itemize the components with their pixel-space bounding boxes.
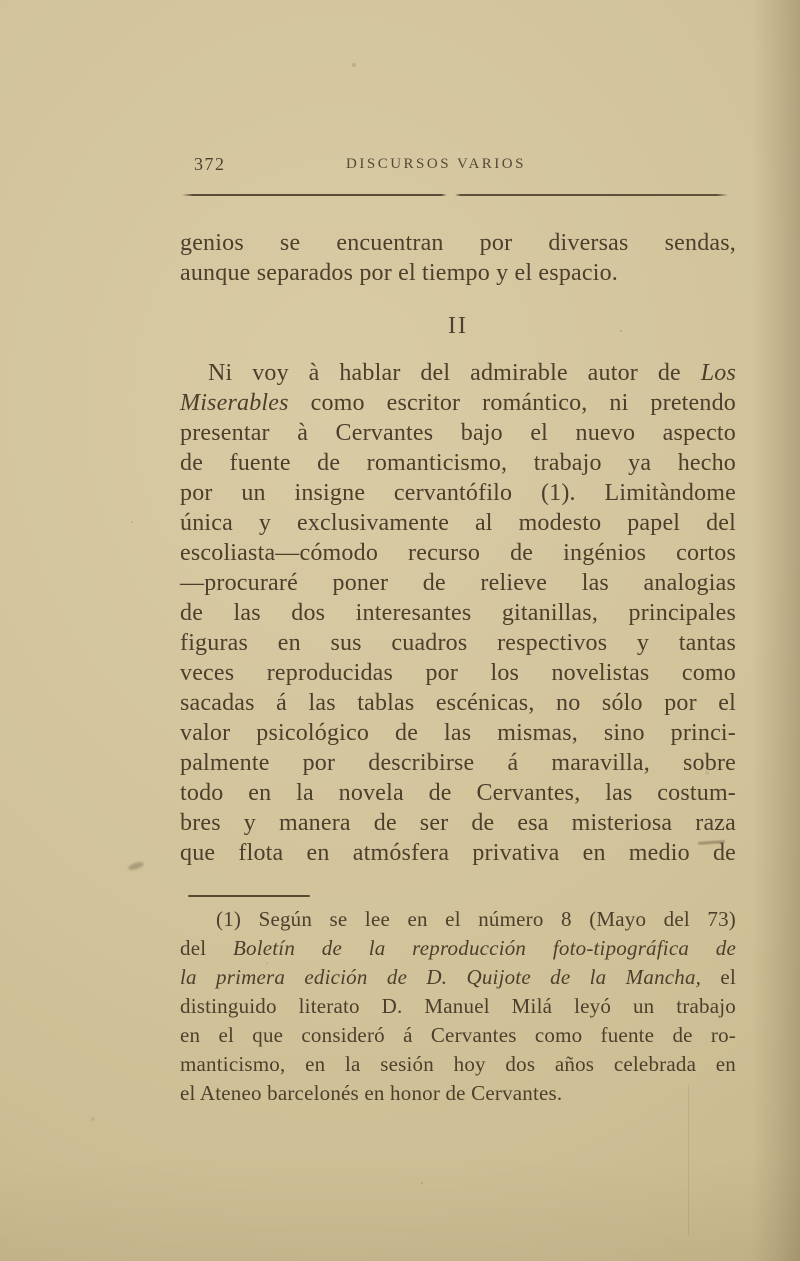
text-line: manticismo, en la sesión hoy dos años celebrada en (180, 1052, 736, 1076)
text-line: que flota en atmósfera privativa en medio de (180, 840, 736, 866)
text-line: valor psicológico de las mismas, sino princi- (180, 720, 736, 746)
text-line: bres y manera de ser de esa misteriosa raza (180, 810, 736, 836)
text-line: por un insigne cervantófilo (1). Limitàndome (180, 480, 736, 506)
text-line: aunque separados por el tiempo y el espacio. (180, 260, 618, 286)
margin-smudge-mark (127, 861, 144, 872)
text-line: veces reproducidas por los novelistas como (180, 660, 736, 686)
paper-crease (688, 1085, 689, 1235)
text-block (180, 228, 736, 1108)
text-line: todo en la novela de Cervantes, las costum- (180, 780, 736, 806)
paper-specks (0, 0, 2, 2)
text-line: genios se encuentran por diversas sendas, (180, 230, 736, 256)
running-header-title: DISCURSOS VARIOS (346, 156, 526, 172)
text-line: presentar à Cervantes bajo el nuevo aspecto (180, 420, 736, 446)
body-paragraph-1 (180, 228, 736, 288)
footnote-separator-rule (188, 895, 310, 897)
text-line: en el que consideró á Cervantes como fuente de ro- (180, 1023, 736, 1047)
section-heading: II (448, 313, 468, 339)
text-line: escoliasta—cómodo recurso de ingénios cortos (180, 540, 736, 566)
text-line: el Ateneo barcelonés en honor de Cervantes. (180, 1081, 563, 1105)
header-rule (182, 194, 728, 196)
text-line: la primera edición de D. Quijote de la Mancha, el (180, 965, 736, 989)
page-number: 372 (194, 154, 226, 174)
body-paragraph-2 (180, 358, 736, 868)
text-line: (1) Según se lee en el número 8 (Mayo del 73) (216, 907, 736, 931)
text-line: sacadas á las tablas escénicas, no sólo por el (180, 690, 736, 716)
text-line: figuras en sus cuadros respectivos y tantas (180, 630, 736, 656)
text-line: de las dos interesantes gitanillas, principales (180, 600, 736, 626)
text-line: Miserables como escritor romántico, ni pretendo (180, 390, 736, 416)
text-line: distinguido literato D. Manuel Milá leyó un trabajo (180, 994, 736, 1018)
text-line: Ni voy à hablar del admirable autor de Los (208, 360, 736, 386)
text-line: palmente por describirse á maravilla, sobre (180, 750, 736, 776)
text-line: —procuraré poner de relieve las analogias (180, 570, 736, 596)
footnote (180, 905, 736, 1108)
text-line: del Boletín de la reproducción foto-tipográfica de (180, 936, 736, 960)
text-line: de fuente de romanticismo, trabajo ya hecho (180, 450, 736, 476)
text-line: única y exclusivamente al modesto papel del (180, 510, 736, 536)
page-header (180, 154, 736, 178)
